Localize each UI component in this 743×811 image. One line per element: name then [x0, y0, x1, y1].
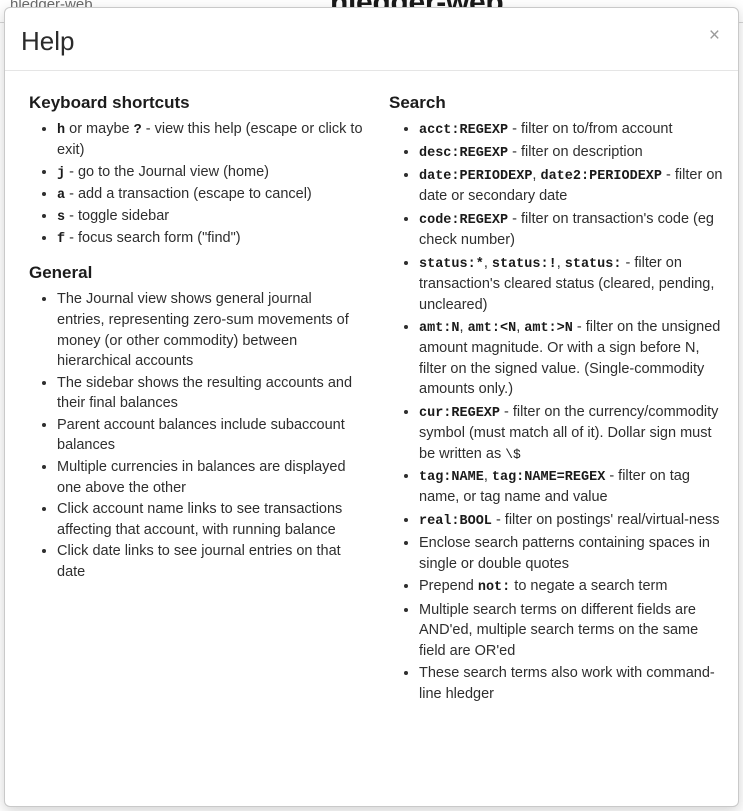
list-item: • desc:REGEXP - filter on description	[419, 142, 724, 163]
list-item: • real:BOOL - filter on postings' real/virtual-ness	[419, 510, 724, 531]
list-item: • h or maybe ? - view this help (escape or click to exit)	[57, 119, 363, 161]
list-item: • Multiple search terms on different fields are AND'ed, multiple search terms on the same field are OR'ed	[419, 600, 724, 662]
list-item: • The Journal view shows general journal entries, representing zero-sum movements of money (or other commodity) between hierarchical accounts	[57, 289, 363, 371]
keyboard-shortcuts-list	[23, 119, 363, 249]
list-item: • tag:NAME, tag:NAME=REGEX - filter on tag name, or tag name and value	[419, 466, 724, 508]
close-icon[interactable]: ×	[705, 24, 724, 47]
modal-body	[5, 71, 738, 718]
list-item: • s - toggle sidebar	[57, 206, 363, 227]
list-item: • cur:REGEXP - filter on the currency/commodity symbol (must match all of it). Dollar sign must be written as \$	[419, 402, 724, 464]
list-item: • a - add a transaction (escape to cancel)	[57, 184, 363, 205]
list-item: • Multiple currencies in balances are displayed one above the other	[57, 457, 363, 498]
list-item: • amt:N, amt:<N, amt:>N - filter on the unsigned amount magnitude. Or with a sign before N, filter on the signed value. (Single-commodity amounts only.)	[419, 317, 724, 400]
list-item: • Parent account balances include subaccount balances	[57, 415, 363, 456]
help-modal	[4, 7, 739, 807]
general-heading: General	[29, 263, 93, 283]
list-item: • j - go to the Journal view (home)	[57, 162, 363, 183]
list-item: • The sidebar shows the resulting accounts and their final balances	[57, 373, 363, 414]
modal-header	[5, 8, 738, 71]
list-item: • code:REGEXP - filter on transaction's code (eg check number)	[419, 209, 724, 251]
list-item: • Click account name links to see transactions affecting that account, with running balance	[57, 499, 363, 540]
modal-title: Help	[21, 26, 75, 56]
list-item: • These search terms also work with command-line hledger	[419, 663, 724, 704]
general-list	[23, 289, 363, 582]
list-item: • Prepend not: to negate a search term	[419, 576, 724, 597]
list-item: • Enclose search patterns containing spaces in single or double quotes	[419, 533, 724, 574]
search-list	[385, 119, 724, 704]
help-column-left	[5, 87, 371, 718]
list-item: • date:PERIODEXP, date2:PERIODEXP - filter on date or secondary date	[419, 165, 724, 207]
list-item: • f - focus search form ("find")	[57, 228, 363, 249]
list-item: • acct:REGEXP - filter on to/from account	[419, 119, 724, 140]
keyboard-shortcuts-heading: Keyboard shortcuts	[29, 93, 190, 112]
help-column-right	[371, 87, 738, 718]
list-item: • status:*, status:!, status: - filter on transaction's cleared status (cleared, pending, uncleared)	[419, 253, 724, 315]
search-heading: Search	[389, 93, 446, 112]
list-item: • Click date links to see journal entries on that date	[57, 541, 363, 582]
